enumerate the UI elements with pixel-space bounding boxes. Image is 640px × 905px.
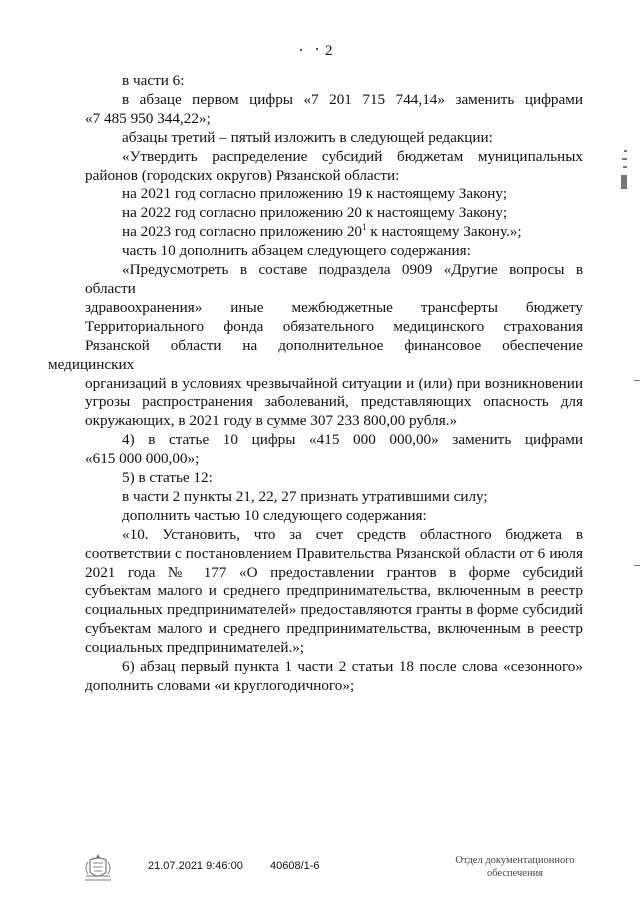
text-line: социальных предпринимателей.»; — [85, 639, 305, 657]
registration-number: 40608/1-6 — [270, 860, 320, 872]
paragraph — [85, 242, 583, 261]
paragraph — [85, 185, 583, 204]
text-line: субъектам малого и среднего предпринимательства, включенным в реестр — [85, 582, 583, 600]
text-line: 2021 года № 177 «О предоставлении грантов в форме субсидий — [85, 563, 583, 581]
scan-speck — [300, 49, 302, 51]
paragraph — [85, 204, 583, 223]
margin-registration-mark — [621, 175, 627, 189]
text-line: районов (городских округов) Рязанской области: — [85, 166, 400, 184]
text-line: 4) в статье 10 цифры «415 000 000,00» заменить цифрами — [122, 431, 583, 449]
margin-registration-mark — [624, 150, 627, 152]
text-line: на 2022 год согласно приложению 20 к настоящему Закону; — [122, 204, 508, 222]
margin-registration-mark — [622, 158, 627, 160]
text-line: окружающих, в 2021 году в сумме 307 233 800,00 рубля.» — [85, 412, 458, 430]
text-line: субъектам малого и среднего предпринимательства, включенным в реестр — [85, 620, 583, 638]
text-line: «7 485 950 344,22»; — [85, 109, 211, 127]
text-line: угрозы распространения заболеваний, представляющих опасность для — [85, 393, 583, 411]
registration-datetime: 21.07.2021 9:46:00 — [148, 860, 243, 872]
text-line — [85, 223, 583, 242]
paragraph — [85, 488, 583, 507]
paragraph — [85, 507, 583, 526]
paragraph — [85, 72, 583, 91]
text-fragment: на 2023 год согласно приложению 20 — [122, 223, 363, 241]
paragraph — [85, 658, 583, 696]
text-line: соответствии с постановлением Правительства Рязанской области от 6 июля — [85, 544, 583, 562]
text-line: на 2021 год согласно приложению 19 к настоящему Закону; — [122, 185, 508, 203]
coat-of-arms-icon — [80, 852, 116, 884]
paragraph — [85, 469, 583, 488]
text-line: дополнить словами «и круглогодичного»; — [85, 677, 355, 694]
text-line: часть 10 дополнить абзацем следующего содержания: — [122, 242, 471, 260]
text-line: Рязанской области на дополнительное финансовое обеспечение медицинских — [48, 336, 583, 373]
paragraph — [85, 431, 583, 469]
paragraph — [85, 526, 583, 658]
paragraph — [85, 129, 583, 148]
text-line: социальных предпринимателей» предоставляются гранты в форме субсидий — [85, 601, 583, 619]
paragraph — [85, 223, 583, 242]
paragraph — [85, 148, 583, 186]
paragraph — [85, 91, 583, 129]
text-line: 5) в статье 12: — [122, 469, 213, 487]
text-line: в части 6: — [122, 72, 185, 89]
page-number: 2 — [325, 43, 333, 59]
text-line: «Утвердить распределение субсидий бюджетам муниципальных — [122, 147, 583, 165]
department-stamp — [440, 854, 590, 880]
text-line: в части 2 пункты 21, 22, 27 признать утратившими силу; — [122, 487, 488, 505]
text-line: абзацы третий – пятый изложить в следующей редакции: — [122, 128, 493, 146]
text-line: «615 000 000,00»; — [85, 450, 200, 468]
text-fragment: к настоящему Закону.»; — [366, 223, 522, 241]
margin-registration-mark — [623, 166, 627, 168]
text-line: дополнить частью 10 следующего содержания: — [122, 506, 427, 524]
text-line: «Предусмотреть в составе подраздела 0909 «Другие вопросы в области — [85, 261, 583, 297]
department-line: Отдел документационного — [455, 855, 575, 866]
text-line: Территориального фонда обязательного медицинского страхования — [85, 317, 583, 335]
text-line: здравоохранения» иные межбюджетные трансферты бюджету — [85, 298, 583, 316]
document-body — [48, 72, 583, 696]
margin-registration-mark — [634, 380, 640, 381]
paragraph — [48, 261, 583, 431]
text-line: 6) абзац первый пункта 1 части 2 статьи 18 после слова «сезонного» — [122, 658, 583, 676]
scan-speck — [316, 48, 318, 50]
department-line: обеспечения — [486, 868, 544, 879]
document-footer — [0, 852, 640, 892]
text-line: «10. Установить, что за счет средств областного бюджета в — [122, 525, 583, 543]
text-line: в абзаце первом цифры «7 201 715 744,14» заменить цифрами — [122, 90, 583, 108]
margin-registration-mark — [634, 565, 640, 566]
text-line: организаций в условиях чрезвычайной ситуации и (или) при возникновении — [85, 374, 583, 392]
superscript: 1 — [362, 222, 367, 233]
